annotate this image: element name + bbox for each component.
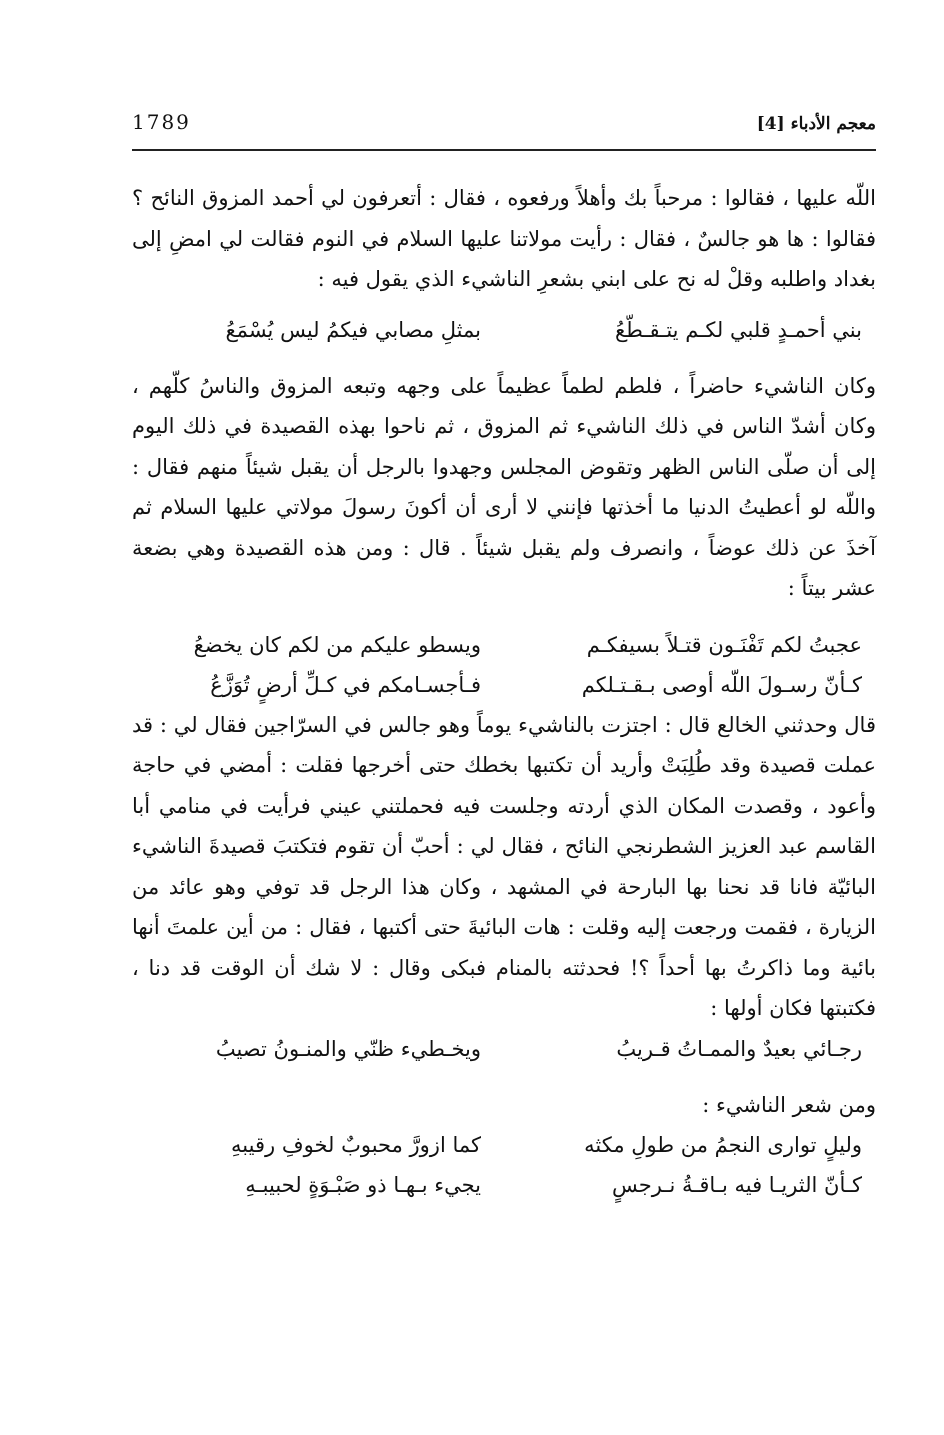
verse-line: [132, 1125, 876, 1165]
verse-block: [132, 1125, 876, 1205]
verse-line: [132, 625, 876, 665]
verse-line: [132, 1029, 876, 1069]
verse-line: [132, 310, 876, 350]
verse-first-hemistich: كـأنّ الثريـا فيه بـاقـةُ نـرجسٍ: [611, 1173, 862, 1197]
paragraph: وكان الناشيء حاضراً ، فلطم لطماً عظيماً على وجهه وتبعه المزوق والناسُ كلّهم ، وكان أشدّ الناس في ذلك الناشيء ثم المزوق ، ثم ناحوا بهذه القصيدة في ذلك اليوم إلى أن صلّى الناس الظهر وتقوض المجلس وجهدوا بالرجل أن يقبل شيئاً منهم فقال : واللّه لو أعطيتُ الدنيا ما أخذتها فإنني لا أرى أن أكونَ رسولَ مولاتي عليها السلام ثم آخذَ عن ذلك عوضاً ، وانصرف ولم يقبل شيئاً . قال : ومن هذه القصيدة وهي بضعة عشر بيتاً :: [132, 373, 876, 600]
verse-block: [132, 625, 876, 705]
verse-first-hemistich: كـأنّ رسـولَ اللّه أوصى بـقـتـلكم: [581, 672, 862, 697]
verse-second-hemistich: يجيء بـهـا ذو صَبْـوَةٍ لحبيبـهِ: [245, 1173, 481, 1197]
page-number: 1789: [132, 110, 191, 134]
page-body: [132, 178, 876, 1205]
running-title: معجم الأدباء [4]: [756, 114, 876, 134]
verse-second-hemistich: ويخـطيء ظنّي والمنـونُ تصيبُ: [215, 1036, 481, 1061]
verse-second-hemistich: ويسطو عليكم من لكم كان يخضعُ: [193, 632, 481, 657]
paragraph: قال وحدثني الخالع قال : اجتزت بالناشيء يوماً وهو جالس في السرّاجين فقال لي : قد عملت قصيدة وقد طُلِبَتْ وأريد أن تكتبها بخطك حتى أخرجها فقلت : أمضي في حاجة وأعود ، وقصدت المكان الذي أردته وجلست فيه فحملتني عيني فرأيت في منامي أبا القاسم عبد العزيز الشطرنجي النائح ، فقال لي : أحبّ أن تقوم فتكتبَ قصيدةَ الناشيء البائيّة فانا قد نحنا بها البارحة في المشهد ، وكان هذا الرجل قد توفي وهو عائد من الزيارة ، فقمت ورجعت إليه وقلت : هات البائيةَ حتى أكتبها ، فقال : من أين علمتَ أنها بائية وما ذاكرتُ بها أحداً ؟! فحدثته بالمنام فبكى وقال : لا شك أن الوقت قد دنا ، فكتبتها فكان أولها :: [132, 712, 876, 1020]
verse-first-hemistich: بني أحمـدٍ قلبي لكـم يتـقـطّعُ: [615, 317, 862, 342]
verse-second-hemistich: فـأجسـامكم في كـلِّ أرضٍ تُوَزَّعُ: [210, 672, 481, 697]
verse-second-hemistich: بمثلِ مصابي فيكمُ ليس يُسْمَعُ: [225, 317, 481, 342]
paragraph: ومن شعر الناشيء :: [702, 1092, 876, 1117]
verse-block: [132, 1029, 876, 1069]
page-header: [132, 110, 876, 146]
verse-first-hemistich: وليلٍ توارى النجمُ من طولِ مكثه: [584, 1133, 862, 1157]
paragraph: اللّه عليها ، فقالوا : مرحباً بك وأهلاً ورفعوه ، فقال : أتعرفون لي أحمد المزوق النائح ؟ فقالوا : ها هو جالسٌ ، فقال : رأيت مولاتنا عليها السلام في النوم فقالت لي امضِ إلى بغداد واطلبه وقلْ له نح على ابني بشعرِ الناشيء الذي يقول فيه :: [132, 186, 876, 291]
verse-line: [132, 665, 876, 705]
verse-first-hemistich: رجـائي بعيدٌ والممـاتُ قـريبُ: [616, 1036, 862, 1061]
verse-first-hemistich: عجبتُ لكم تَفْنَـون قتـلاً بسيفكـم: [586, 632, 862, 657]
verse-line: [132, 1165, 876, 1205]
header-rule: [132, 149, 876, 151]
verse-block: [132, 310, 876, 350]
verse-second-hemistich: كما ازورَّ محبوبٌ لخوفِ رقيبهِ: [231, 1133, 481, 1157]
